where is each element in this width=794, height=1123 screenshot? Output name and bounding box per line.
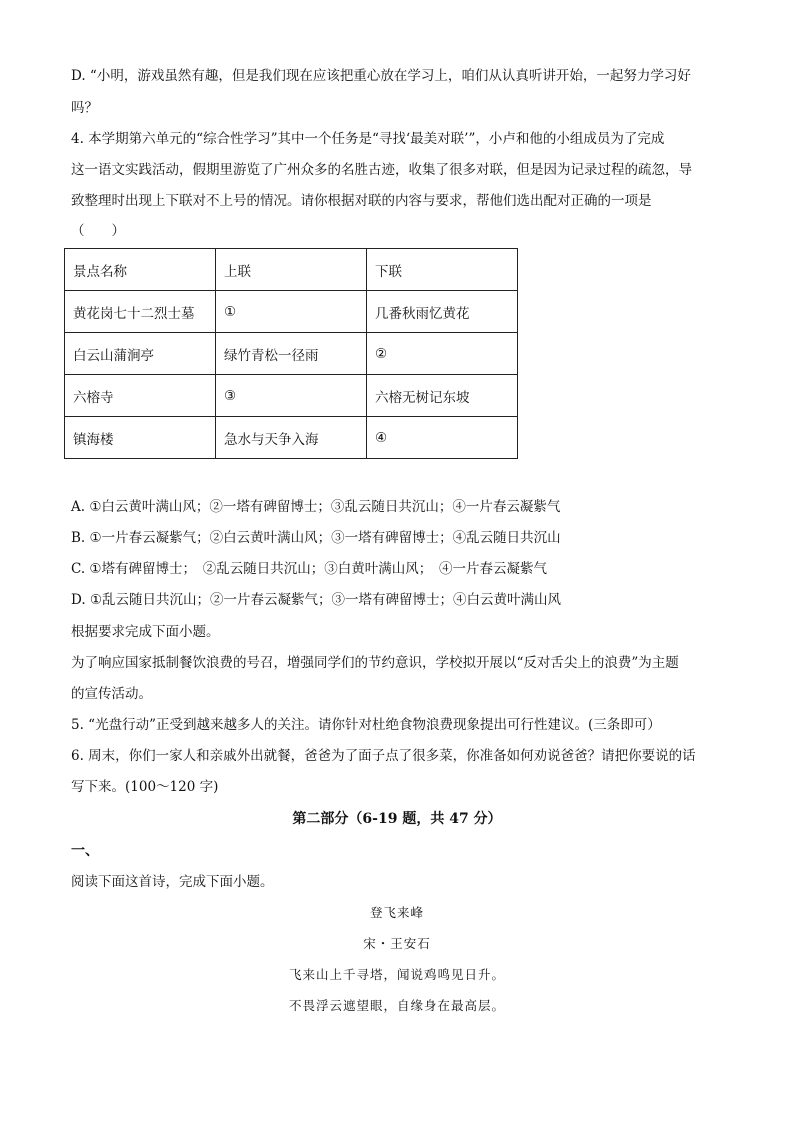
q4-stem-line1: 4. 本学期第六单元的“综合性学习”其中一个任务是“寻找‘最美对联’”，小卢和他的小组成员为了完成 bbox=[71, 131, 665, 147]
table-cell: ① bbox=[216, 291, 367, 333]
table-row bbox=[65, 291, 518, 333]
q4-stem-line2: 这一语文实践活动，假期里游览了广州众多的名胜古迹，收集了很多对联，但是因为记录过程的疏忽，导 bbox=[71, 162, 692, 178]
q3-option-d-line1: D. “小明，游戏虽然有趣，但是我们现在应该把重心放在学习上，咱们从认真听讲开始，一起努力学习好 bbox=[71, 68, 691, 84]
part2-instruction: 阅读下面这首诗，完成下面小题。 bbox=[71, 874, 274, 890]
group-context-line1: 为了响应国家抵制餐饮浪费的号召，增强同学们的节约意识，学校拟开展以“反对舌尖上的浪费”为主题 bbox=[71, 655, 679, 671]
part2-title: 第二部分（6-19 题，共 47 分） bbox=[292, 811, 502, 827]
table-cell: 急水与天争入海 bbox=[216, 417, 367, 459]
poem-line1: 飞来山上千寻塔，闻说鸡鸣见日升。 bbox=[288, 967, 505, 982]
header-cell: 景点名称 bbox=[65, 249, 216, 291]
table-row bbox=[65, 333, 518, 375]
group-context-line2: 的宣传活动。 bbox=[71, 686, 152, 702]
couplet-table bbox=[64, 248, 518, 459]
table-cell: ③ bbox=[216, 375, 367, 417]
table-row bbox=[65, 375, 518, 417]
table-cell: 黄花岗七十二烈士墓 bbox=[65, 291, 216, 333]
table-cell: 六榕无树记东坡 bbox=[367, 375, 518, 417]
q4-option-c: C. ①塔有碑留博士； ②乱云随日共沉山；③白黄叶满山风； ④一片春云凝紫气 bbox=[71, 561, 548, 577]
table-cell: 六榕寺 bbox=[65, 375, 216, 417]
poem-title: 登飞来峰 bbox=[369, 905, 424, 920]
q4-stem-line3: 致整理时出现上下联对不上号的情况。请你根据对联的内容与要求，帮他们选出配对正确的一项是 bbox=[71, 193, 652, 209]
q3-option-d-line2: 吗？ bbox=[71, 100, 98, 116]
table-cell: ④ bbox=[367, 417, 518, 459]
table-cell: 绿竹青松一径雨 bbox=[216, 333, 367, 375]
header-cell: 上联 bbox=[216, 249, 367, 291]
table-cell: 白云山蒲涧亭 bbox=[65, 333, 216, 375]
poem-author: 宋・王安石 bbox=[363, 936, 431, 951]
q6-line2: 写下来。(100～120 字) bbox=[71, 779, 219, 795]
q5-text: 5. “光盘行动”正受到越来越多人的关注。请你针对杜绝食物浪费现象提出可行性建议。(三条即可） bbox=[71, 717, 661, 733]
table-header-row bbox=[65, 249, 518, 291]
q4-option-a: A. ①白云黄叶满山风；②一塔有碑留博士；③乱云随日共沉山；④一片春云凝紫气 bbox=[71, 499, 561, 515]
table-cell: ② bbox=[367, 333, 518, 375]
q4-option-b: B. ①一片春云凝紫气；②白云黄叶满山风；③一塔有碑留博士；④乱云随日共沉山 bbox=[71, 530, 561, 546]
q4-option-d: D. ①乱云随日共沉山；②一片春云凝紫气；③一塔有碑留博士；④白云黄叶满山风 bbox=[71, 592, 562, 608]
poem-line2: 不畏浮云遮望眼，自缘身在最高层。 bbox=[288, 998, 505, 1013]
table-cell: 几番秋雨忆黄花 bbox=[367, 291, 518, 333]
q4-answer-bracket: （ ） bbox=[71, 223, 125, 239]
table-cell: 镇海楼 bbox=[65, 417, 216, 459]
part2-section-label: 一、 bbox=[71, 843, 99, 859]
header-cell: 下联 bbox=[367, 249, 518, 291]
q6-line1: 6. 周末，你们一家人和亲戚外出就餐，爸爸为了面子点了很多菜，你准备如何劝说爸爸？请把你要说的话 bbox=[71, 748, 696, 764]
table-row bbox=[65, 417, 518, 459]
group-instruction: 根据要求完成下面小题。 bbox=[71, 624, 220, 640]
